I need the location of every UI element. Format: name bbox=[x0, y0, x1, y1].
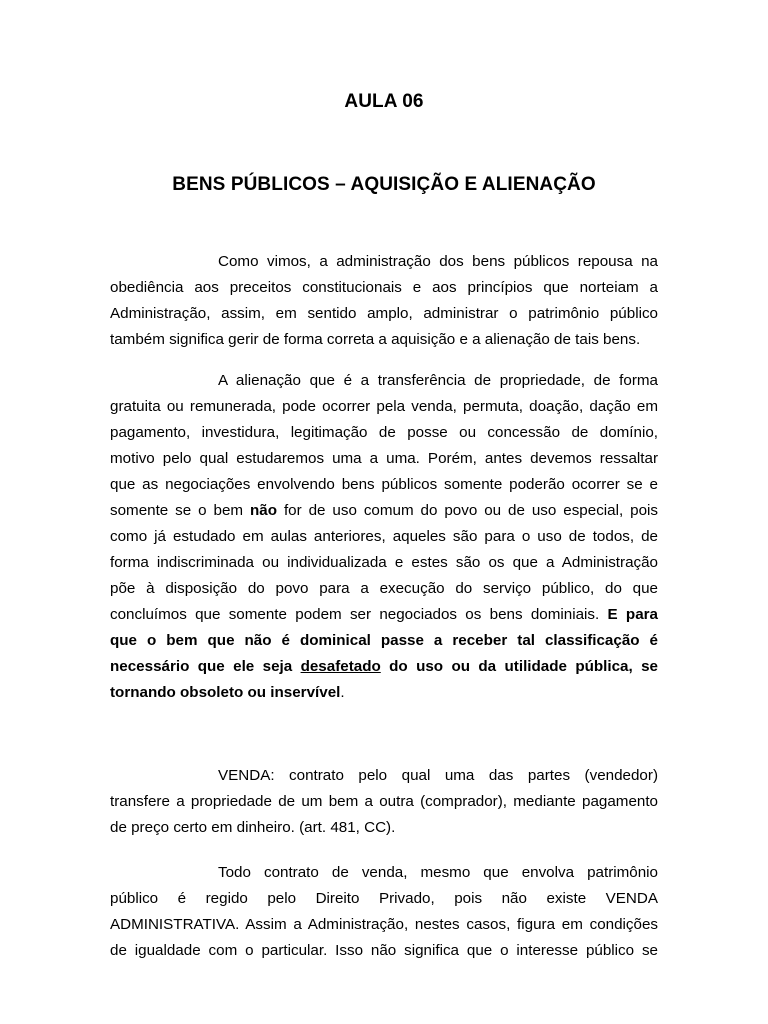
text-line: motivo pelo qual estudaremos uma a uma. Porém, antes devemos ressaltar bbox=[110, 450, 658, 467]
paragraph-contrato-venda bbox=[110, 860, 658, 964]
text-run: concluímos que somente podem ser negociados os bens dominiais. bbox=[110, 606, 608, 623]
paragraph-venda-definition bbox=[110, 763, 658, 841]
text-line: obediência aos preceitos constitucionais e aos princípios que norteiam a bbox=[110, 279, 658, 296]
emphasis-run: que o bem que não é dominical passe a receber tal classificação é bbox=[110, 632, 658, 649]
text-line: pagamento, investidura, legitimação de posse ou concessão de domínio, bbox=[110, 424, 658, 441]
text-line: A alienação que é a transferência de propriedade, de forma bbox=[218, 372, 658, 389]
text-line: transfere a propriedade de um bem a outra (comprador), mediante pagamento bbox=[110, 793, 658, 810]
text-line: que as negociações envolvendo bens públicos somente poderão ocorrer se e bbox=[110, 476, 658, 493]
paragraph-alienacao bbox=[110, 368, 658, 706]
text-run: for de uso comum do povo ou de uso especial, pois bbox=[277, 502, 658, 519]
emphasis-run: necessário que ele seja bbox=[110, 658, 301, 675]
text-line bbox=[110, 602, 658, 628]
paragraph-intro bbox=[110, 249, 658, 353]
emphasis-run: tornando obsoleto ou inservível bbox=[110, 684, 341, 701]
text-line: VENDA: contrato pelo qual uma das partes (vendedor) bbox=[218, 767, 658, 784]
text-line bbox=[110, 628, 658, 654]
text-line: como já estudado em aulas anteriores, aqueles são para o uso de todos, de bbox=[110, 528, 658, 545]
text-run: somente se o bem bbox=[110, 502, 250, 519]
text-line: põe à disposição do povo para a execução do serviço público, do que bbox=[110, 580, 658, 597]
text-line: também significa gerir de forma correta a aquisição e a alienação de tais bens. bbox=[110, 331, 641, 348]
text-line bbox=[110, 498, 658, 524]
text-line: de preço certo em dinheiro. (art. 481, CC). bbox=[110, 819, 396, 836]
text-line: Todo contrato de venda, mesmo que envolva patrimônio bbox=[218, 864, 658, 881]
text-line: forma indiscriminada ou individualizada e estes são os que a Administração bbox=[110, 554, 658, 571]
lesson-title-heading: BENS PÚBLICOS – AQUISIÇÃO E ALIENAÇÃO bbox=[172, 174, 596, 195]
lesson-number-heading: AULA 06 bbox=[344, 91, 424, 112]
text-line: gratuita ou remunerada, pode ocorrer pela venda, permuta, doação, dação em bbox=[110, 398, 658, 415]
text-line: ADMINISTRATIVA. Assim a Administração, nestes casos, figura em condições bbox=[110, 916, 658, 933]
emphasis-nao: não bbox=[250, 502, 278, 519]
text-line: Como vimos, a administração dos bens públicos repousa na bbox=[218, 253, 658, 270]
text-line bbox=[110, 654, 658, 680]
text-line bbox=[110, 680, 658, 706]
text-run: . bbox=[340, 684, 345, 701]
text-line: Administração, assim, em sentido amplo, administrar o patrimônio público bbox=[110, 305, 658, 322]
emphasis-underlined-desafetado: desafetado bbox=[300, 658, 381, 675]
emphasis-run: do uso ou da utilidade pública, se bbox=[380, 658, 658, 675]
text-line: de igualdade com o particular. Isso não significa que o interesse público se bbox=[110, 942, 658, 959]
text-line: público é regido pelo Direito Privado, pois não existe VENDA bbox=[110, 890, 658, 907]
emphasis-run: E para bbox=[607, 606, 658, 623]
